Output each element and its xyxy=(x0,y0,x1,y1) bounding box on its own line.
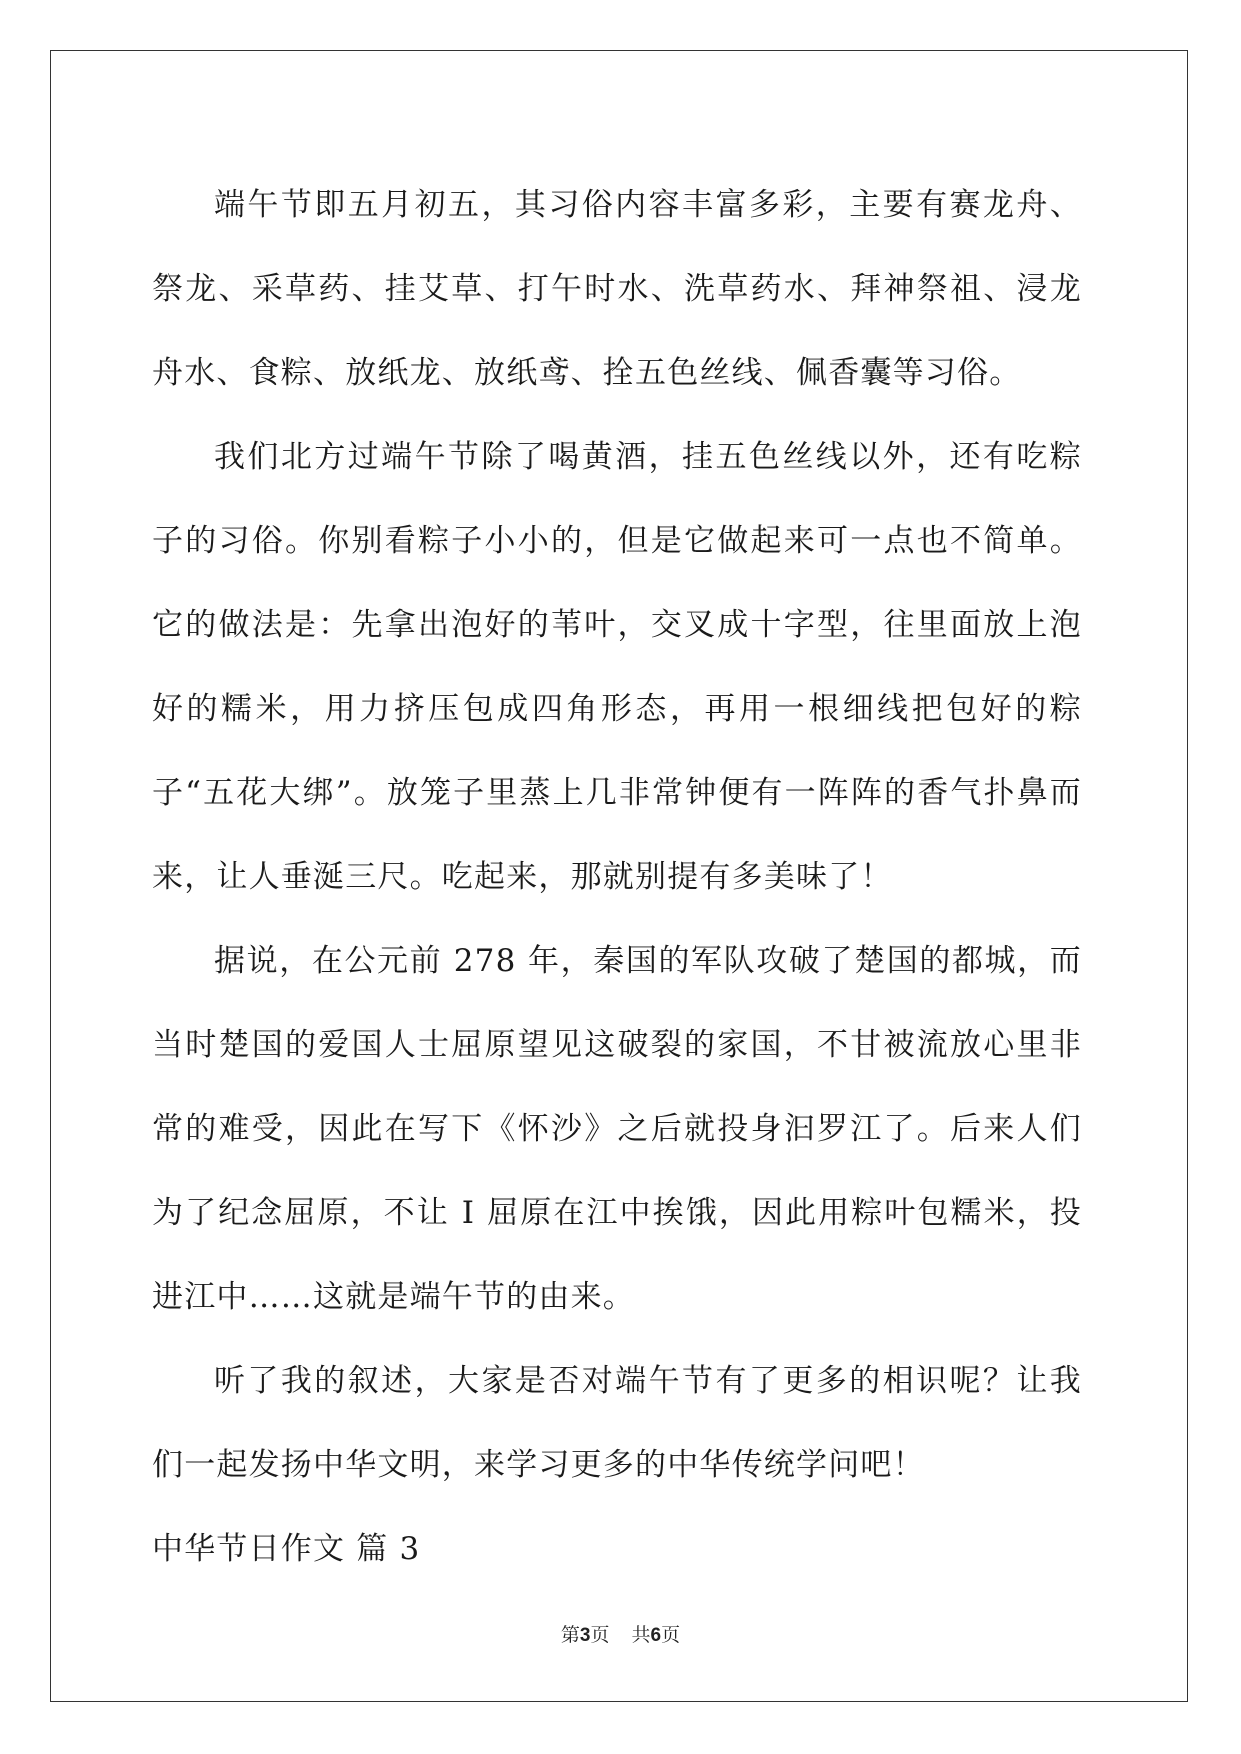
total-suffix: 页 xyxy=(661,1624,681,1646)
page-prefix: 第 xyxy=(560,1624,580,1646)
page-suffix: 页 xyxy=(590,1624,610,1646)
paragraph-origin: 据说，在公元前 278 年，秦国的军队攻破了楚国的都城，而当时楚国的爱国人士屈原望见这破裂的家国，不甘被流放心里非常的难受，因此在写下《怀沙》之后就投身汩罗江了。后来人们为了纪念屈原，不让 I 屈原在江中挨饿，因此用粽叶包糯米，投进江中……这就是端午节的由来。 xyxy=(152,943,1082,1315)
page-footer xyxy=(0,1620,1241,1647)
total-pages-number: 6 xyxy=(650,1625,662,1646)
current-page-number: 3 xyxy=(579,1625,591,1646)
total-prefix: 共 xyxy=(631,1624,651,1646)
paragraph-zongzi: 我们北方过端午节除了喝黄酒，挂五色丝线以外，还有吃粽子的习俗。你别看粽子小小的，但是它做起来可一点也不简单。它的做法是：先拿出泡好的苇叶，交叉成十字型，往里面放上泡好的糯米，用力挤压包成四角形态，再用一根细线把包好的粽子“五花大绑”。放笼子里蒸上几非常钟便有一阵阵的香气扑鼻而来，让人垂涎三尺。吃起来，那就别提有多美味了！ xyxy=(152,439,1082,895)
paragraph-conclusion: 听了我的叙述，大家是否对端午节有了更多的相识呢？让我们一起发扬中华文明，来学习更多的中华传统学问吧！ xyxy=(152,1363,1082,1483)
paragraph-customs: 端午节即五月初五，其习俗内容丰富多彩，主要有赛龙舟、祭龙、采草药、挂艾草、打午时水、洗草药水、拜神祭祖、浸龙舟水、食粽、放纸龙、放纸鸢、拴五色丝线、佩香囊等习俗。 xyxy=(152,187,1082,391)
document-body xyxy=(152,163,1082,1591)
section-heading: 中华节日作文 篇 3 xyxy=(152,1531,421,1567)
